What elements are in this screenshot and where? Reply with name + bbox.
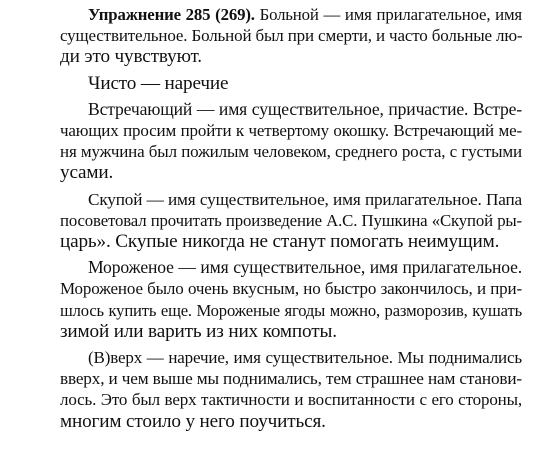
paragraph-3-line-1: Встречающий — имя существительное, причастие. Встре- [88,98,522,119]
paragraph-5-line-2: Мороженое было очень вкусным, но быстро закончилось, и при- [60,279,522,299]
paragraph-3-line-3: ня мужчина был пожилым человеком, среднего роста, с густыми [60,142,522,162]
paragraph-6-line-2: вверх, и чем выше мы поднимались, тем страшнее нам станови- [60,369,522,389]
paragraph-1-line-1 [88,4,522,25]
paragraph-1-line-2: существительное. Больной был при смерти, и часто больные лю- [60,26,523,46]
paragraph-3-line-4: усами. [60,162,114,184]
exercise-heading: Упражнение 285 (269). [88,5,255,24]
paragraph-6-line-4: многим стоило у него поучиться. [60,410,326,432]
paragraph-2-line-1: Чисто — наречие [88,72,229,94]
paragraph-5-line-1: Мороженое — имя существительное, имя прилагательное. [88,257,522,278]
paragraph-4-line-2: посоветовал прочитать произведение А.С. Пушкина «Скупой ры- [60,210,522,230]
paragraph-6-line-3: лось. Это был верх тактичности и воспитанности с его стороны, [60,390,522,410]
paragraph-5-line-4: зимой или варить из них компоты. [60,320,337,342]
paragraph-1-line-3: ди это чувствуют. [60,46,202,68]
paragraph-1-line-1-text: Больной — имя прилагательное, имя [254,5,522,24]
paragraph-4-line-1: Скупой — имя существительное, имя прилагательное. Папа [88,189,522,209]
paragraph-5-line-3: шлось купить еще. Мороженые ягоды можно, разморозив, кушать [60,300,522,320]
paragraph-6-line-1: (В)верх — наречие, имя существительное. Мы поднимались [88,348,522,367]
paragraph-3-line-2: чающих просим пройти к четвертому окошку. Встречающий ме- [60,121,522,140]
paragraph-4-line-3: царь». Скупые никогда не станут помогать неимущим. [60,231,500,252]
